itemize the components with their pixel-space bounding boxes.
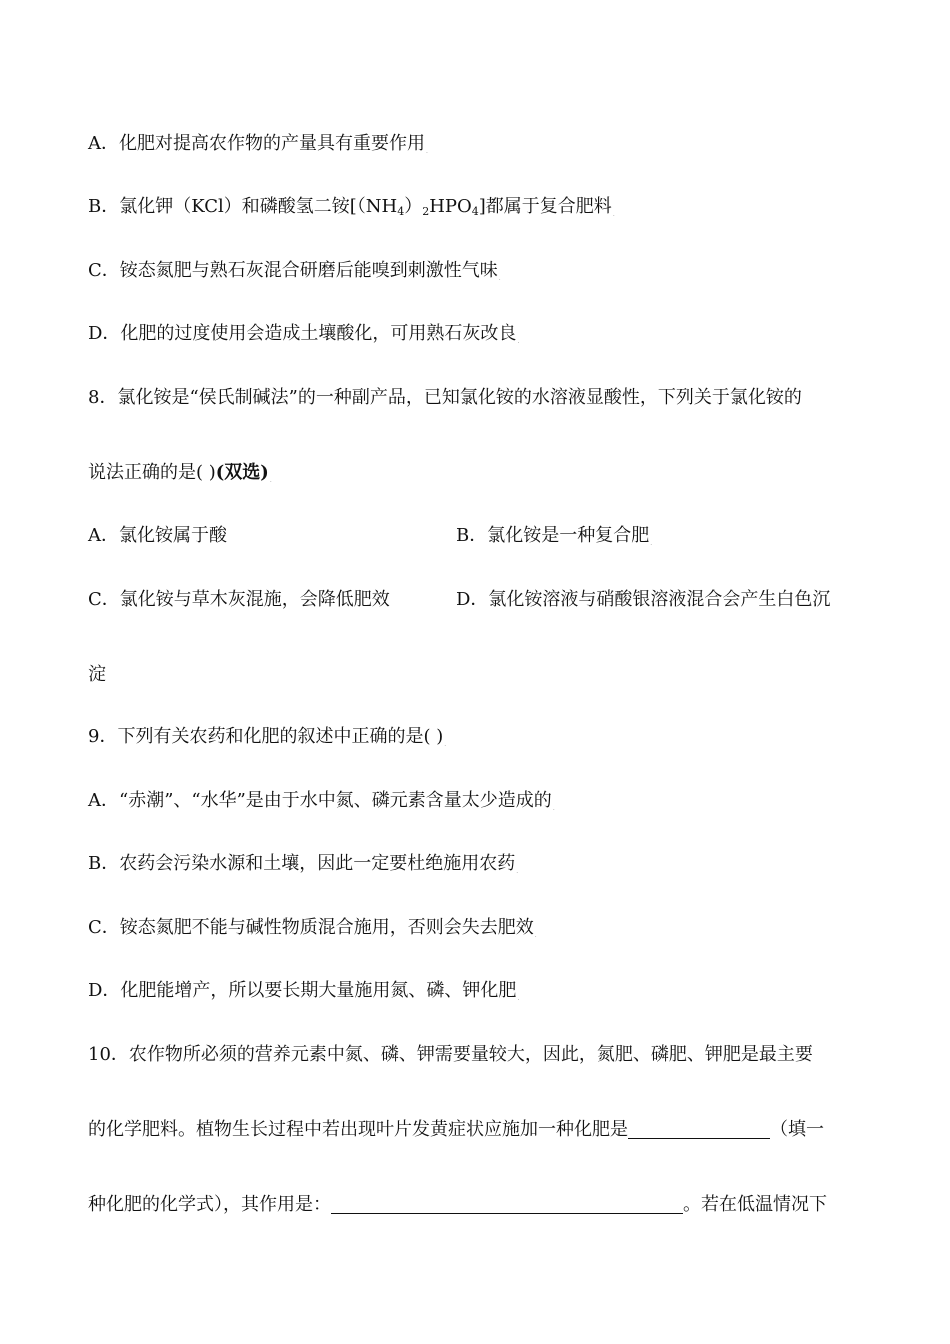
q9-option-d bbox=[88, 979, 519, 1011]
q10-line2-text: （填一 bbox=[770, 1119, 824, 1140]
subscript: 2 bbox=[422, 205, 430, 218]
q9-option-b bbox=[88, 852, 518, 884]
q7-option-d bbox=[88, 322, 519, 354]
q7-option-c bbox=[88, 259, 501, 291]
fill-in-blank[interactable] bbox=[331, 1195, 683, 1214]
q8-stem-line2 bbox=[88, 461, 272, 493]
q10-line1: 10．农作物所必须的营养元素中氮、磷、钾需要量较大，因此，氮肥、磷肥、钾肥是最主要 bbox=[88, 1044, 813, 1065]
q9-option-b-text: B．农药会污染水源和土壤，因此一定要杜绝施用农药 bbox=[88, 853, 516, 874]
q10-line2-text: 的化学肥料。植物生长过程中若出现叶片发黄症状应施加一种化肥是 bbox=[88, 1119, 628, 1140]
end-mark: . bbox=[269, 477, 272, 484]
q10-line3 bbox=[88, 1193, 827, 1217]
q8-option-d: D．氯化铵溶液与硝酸银溶液混合会产生白色沉 bbox=[456, 589, 831, 610]
q7-option-b-text: B．氯化钾（KCl）和磷酸氢二铵[（NH bbox=[88, 196, 398, 217]
q8-stem-line1: 8．氯化铵是“侯氏制碱法”的一种副产品，已知氯化铵的水溶液显酸性，下列关于氯化铵的 bbox=[88, 387, 802, 408]
q10-line3-text: 。若在低温情况下 bbox=[683, 1194, 827, 1215]
subscript: 4 bbox=[397, 205, 405, 218]
end-mark: . bbox=[650, 540, 653, 547]
q7-option-b bbox=[88, 195, 615, 227]
q7-option-b-text: HPO bbox=[429, 196, 472, 217]
end-mark: . bbox=[517, 995, 520, 1002]
q7-option-a bbox=[88, 132, 428, 164]
q9-option-d-text: D．化肥能增产，所以要长期大量施用氮、磷、钾化肥 bbox=[88, 980, 517, 1001]
q7-option-d-text: D．化肥的过度使用会造成土壤酸化，可用熟石灰改良 bbox=[88, 323, 517, 344]
q8-double-choice-tag: (双选) bbox=[215, 462, 269, 483]
end-mark: . bbox=[444, 741, 447, 748]
end-mark: . bbox=[516, 868, 519, 875]
subscript: 4 bbox=[471, 205, 479, 218]
q9-option-a-text: A．“赤潮”、“水华”是由于水中氮、磷元素含量太少造成的 bbox=[88, 790, 552, 811]
q9-stem-text: 9．下列有关农药和化肥的叙述中正确的是( ) bbox=[88, 726, 444, 747]
q8-stem-text: 说法正确的是( ) bbox=[88, 462, 216, 483]
end-mark: . bbox=[552, 805, 555, 812]
q8-option-c: C．氯化铵与草木灰混施，会降低肥效 bbox=[88, 589, 390, 610]
end-mark: . bbox=[612, 211, 615, 218]
q7-option-b-text: ） bbox=[404, 196, 423, 217]
q8-option-a: A．氯化铵属于酸 bbox=[88, 525, 227, 546]
q7-option-b-text: ]都属于复合肥料 bbox=[478, 196, 612, 217]
q8-option-d-continued: 淀 bbox=[88, 664, 106, 685]
fill-in-blank[interactable] bbox=[628, 1120, 770, 1139]
end-mark: . bbox=[498, 275, 501, 282]
end-mark: . bbox=[534, 932, 537, 939]
end-mark: . bbox=[426, 148, 428, 155]
end-mark: . bbox=[517, 338, 520, 345]
q7-option-a-text: A．化肥对提高农作物的产量具有重要作用 bbox=[88, 133, 425, 154]
q9-option-c-text: C．铵态氮肥不能与碱性物质混合施用，否则会失去肥效 bbox=[88, 917, 534, 938]
q7-option-c-text: C．铵态氮肥与熟石灰混合研磨后能嗅到刺激性气味 bbox=[88, 260, 498, 281]
q10-line3-text: 种化肥的化学式），其作用是： bbox=[88, 1194, 331, 1215]
q9-stem bbox=[88, 725, 446, 757]
q8-option-b-text: B．氯化铵是一种复合肥 bbox=[456, 525, 650, 546]
q9-option-a bbox=[88, 789, 555, 821]
q8-option-b bbox=[456, 524, 652, 556]
q10-line2 bbox=[88, 1118, 824, 1142]
q9-option-c bbox=[88, 916, 537, 948]
